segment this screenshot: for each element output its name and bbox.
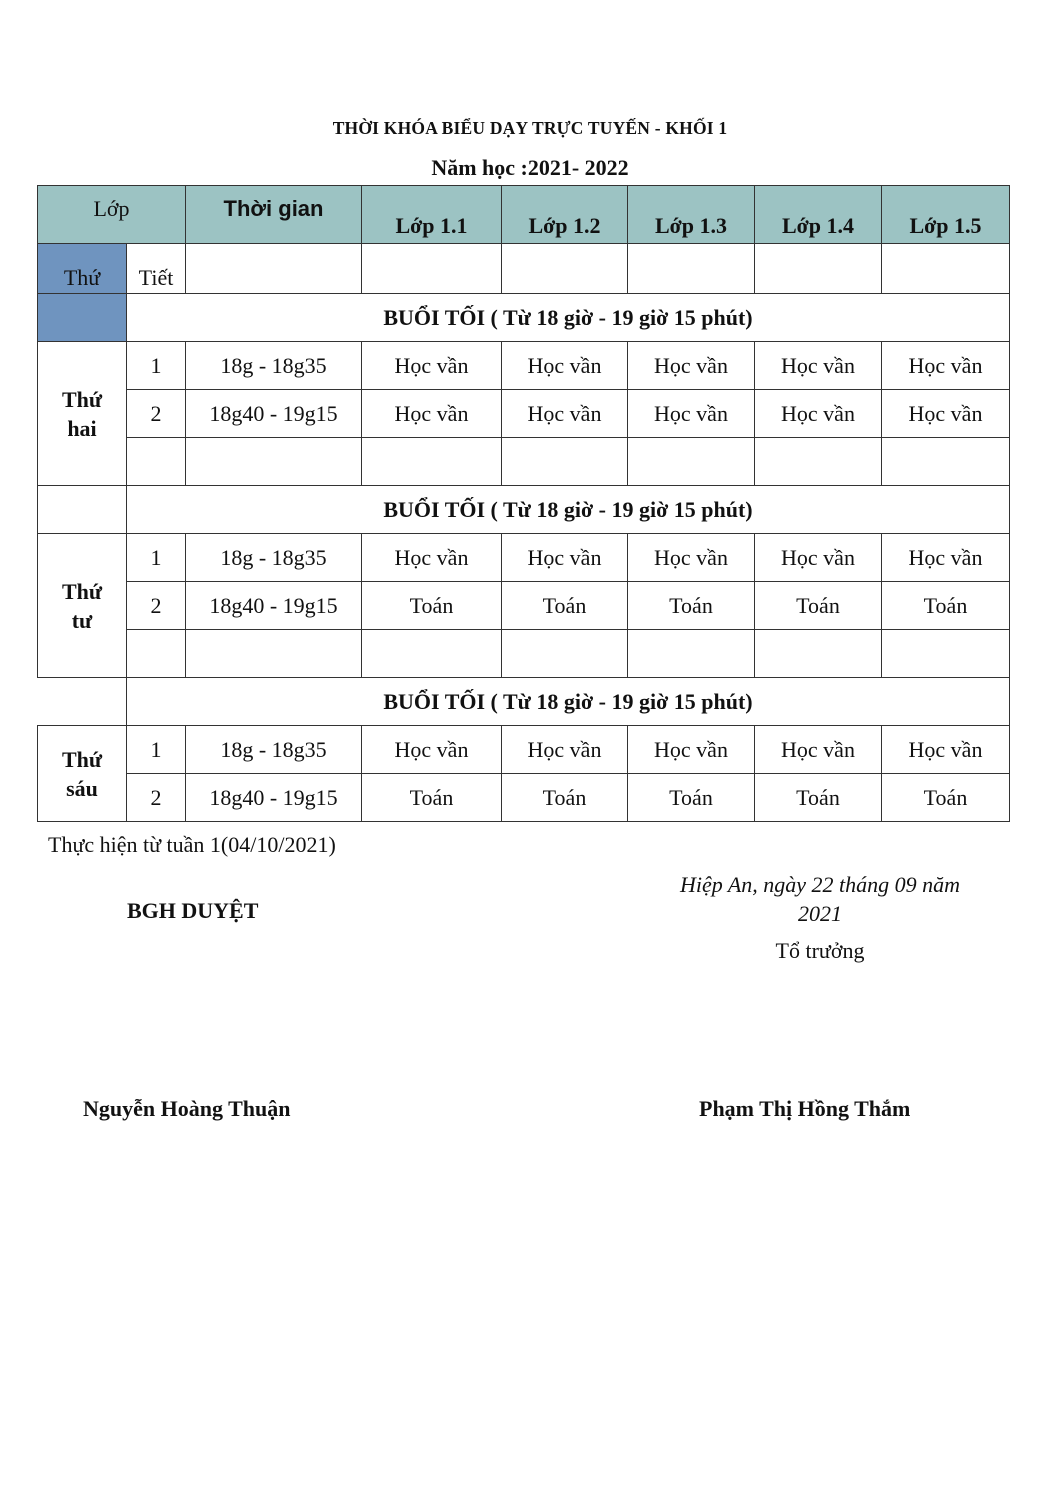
empty-cell [628, 630, 755, 678]
empty-row [38, 630, 1010, 678]
period-time: 18g - 18g35 [186, 534, 362, 582]
empty-cell [38, 486, 127, 534]
date-line: 2021 [798, 901, 842, 926]
subject-cell: Học vần [628, 390, 755, 438]
day-line: Thứ [61, 386, 103, 412]
subject-cell: Học vần [882, 342, 1010, 390]
period-row [38, 726, 1010, 774]
header-thu: Thứ [38, 244, 127, 294]
empty-cell [186, 438, 362, 486]
subheader-row [38, 244, 1010, 294]
empty-cell [127, 438, 186, 486]
empty-cell [362, 438, 502, 486]
subject-cell: Toán [628, 582, 755, 630]
date-line: Hiệp An, ngày 22 tháng 09 năm [679, 872, 961, 897]
subject-cell: Toán [755, 774, 882, 822]
period-row [38, 582, 1010, 630]
empty-cell [502, 438, 628, 486]
period-row [38, 534, 1010, 582]
empty-cell [882, 438, 1010, 486]
empty-cell [882, 630, 1010, 678]
session-label: BUỔI TỐI ( Từ 18 giờ - 19 giờ 15 phút) [127, 678, 1010, 726]
signer-left: Nguyễn Hoàng Thuận [83, 1096, 291, 1121]
subject-cell: Học vần [755, 390, 882, 438]
subject-cell: Học vần [755, 342, 882, 390]
period-row [38, 342, 1010, 390]
subject-cell: Toán [882, 582, 1010, 630]
period-time: 18g40 - 19g15 [186, 390, 362, 438]
session-row [38, 294, 1010, 342]
session-label: BUỔI TỐI ( Từ 18 giờ - 19 giờ 15 phút) [127, 294, 1010, 342]
empty-cell [755, 630, 882, 678]
signer-right: Phạm Thị Hồng Thắm [699, 1096, 911, 1121]
subject-cell: Học vần [362, 342, 502, 390]
empty-cell [38, 678, 127, 726]
header-class: Lớp 1.1 [362, 186, 502, 244]
empty-cell [628, 244, 755, 294]
empty-cell [186, 630, 362, 678]
header-row [38, 186, 1010, 244]
subject-cell: Học vần [502, 726, 628, 774]
day-cell [38, 534, 127, 678]
empty-cell [502, 630, 628, 678]
subject-cell: Học vần [755, 726, 882, 774]
period-time: 18g - 18g35 [186, 726, 362, 774]
document-title: THỜI KHÓA BIỂU DẠY TRỰC TUYẾN - KHỐI 1 [332, 118, 728, 138]
role-label: Tổ trưởng [775, 938, 865, 963]
subject-cell: Học vần [362, 390, 502, 438]
subject-cell: Học vần [502, 390, 628, 438]
header-class: Lớp 1.5 [882, 186, 1010, 244]
subject-cell: Học vần [882, 726, 1010, 774]
period-time: 18g - 18g35 [186, 342, 362, 390]
subject-cell: Học vần [882, 534, 1010, 582]
subject-cell: Học vần [628, 726, 755, 774]
day-line: tư [71, 607, 93, 633]
day-line: Thứ [61, 578, 103, 604]
place-date [650, 870, 990, 928]
header-time: Thời gian [186, 186, 362, 244]
subject-cell: Toán [628, 774, 755, 822]
empty-cell [127, 630, 186, 678]
empty-cell [502, 244, 628, 294]
implementation-note: Thực hiện từ tuần 1(04/10/2021) [48, 832, 336, 857]
day-cell [38, 342, 127, 486]
approval-label: BGH DUYỆT [127, 898, 259, 923]
subject-cell: Toán [362, 582, 502, 630]
subject-cell: Học vần [628, 534, 755, 582]
header-lop: Lớp [38, 186, 186, 244]
subject-cell: Toán [502, 774, 628, 822]
subject-cell: Toán [502, 582, 628, 630]
period-time: 18g40 - 19g15 [186, 774, 362, 822]
subject-cell: Học vần [755, 534, 882, 582]
subject-cell: Học vần [882, 390, 1010, 438]
empty-cell [755, 244, 882, 294]
subject-cell: Học vần [362, 726, 502, 774]
empty-cell [186, 244, 362, 294]
session-label: BUỔI TỐI ( Từ 18 giờ - 19 giờ 15 phút) [127, 486, 1010, 534]
session-row [38, 486, 1010, 534]
empty-cell [38, 294, 127, 342]
day-cell [38, 726, 127, 822]
period-row [38, 390, 1010, 438]
header-class: Lớp 1.3 [628, 186, 755, 244]
session-row [38, 678, 1010, 726]
school-year: Năm học :2021- 2022 [431, 155, 629, 180]
period-number: 1 [127, 342, 186, 390]
period-number: 2 [127, 390, 186, 438]
period-number: 1 [127, 726, 186, 774]
empty-row [38, 438, 1010, 486]
day-line: Thứ [61, 746, 103, 772]
day-line: sáu [66, 775, 98, 801]
subject-cell: Toán [882, 774, 1010, 822]
period-time: 18g40 - 19g15 [186, 582, 362, 630]
period-number: 2 [127, 774, 186, 822]
header-class: Lớp 1.4 [755, 186, 882, 244]
subject-cell: Toán [755, 582, 882, 630]
empty-cell [362, 630, 502, 678]
empty-cell [628, 438, 755, 486]
subject-cell: Học vần [502, 342, 628, 390]
header-tiet: Tiết [127, 244, 186, 294]
header-class: Lớp 1.2 [502, 186, 628, 244]
subject-cell: Học vần [628, 342, 755, 390]
period-number: 1 [127, 534, 186, 582]
empty-cell [362, 244, 502, 294]
subject-cell: Toán [362, 774, 502, 822]
timetable [37, 185, 1010, 822]
subject-cell: Học vần [502, 534, 628, 582]
period-row [38, 774, 1010, 822]
subject-cell: Học vần [362, 534, 502, 582]
empty-cell [882, 244, 1010, 294]
empty-cell [755, 438, 882, 486]
day-line: hai [67, 415, 97, 441]
period-number: 2 [127, 582, 186, 630]
